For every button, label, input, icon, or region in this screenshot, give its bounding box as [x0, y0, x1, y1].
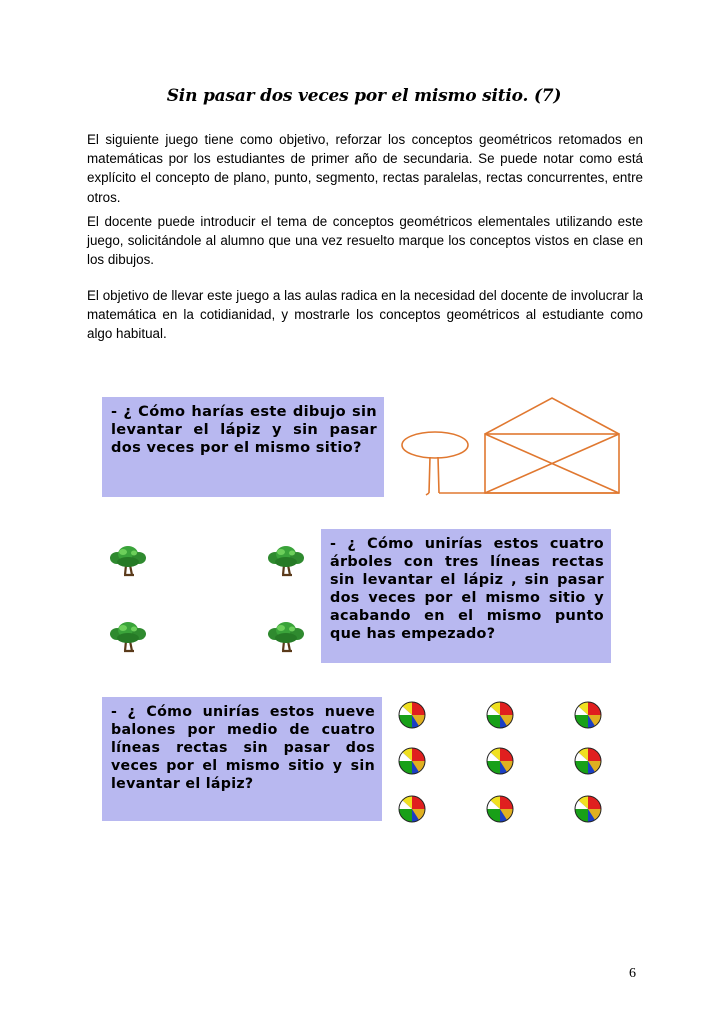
tree-icon	[266, 621, 306, 653]
tree-icon	[108, 621, 148, 653]
beach-ball-icon	[397, 746, 427, 776]
beach-ball-icon	[485, 794, 515, 824]
paragraph-3: El objetivo de llevar este juego a las aulas radica en la necesidad del docente de involucrar la matemática en la cotidianidad, y mostrarle los conceptos geométricos al estudiante como algo habitual.	[87, 288, 643, 342]
question-box-balls: - ¿ Cómo unirías estos nueve balones por medio de cuatro líneas rectas sin pasar dos veces por el mismo sitio y sin levantar el lápiz?	[102, 697, 382, 821]
paragraph-2: El docente puede introducir el tema de conceptos geométricos elementales utilizando este juego, solicitándole al alumno que una vez resuelto marque los conceptos vistos en clase en los dibujos.	[87, 214, 643, 268]
beach-ball-icon	[573, 794, 603, 824]
question-box-trees: - ¿ Cómo unirías estos cuatro árboles con tres líneas rectas sin levantar el lápiz , sin pasar dos veces por el mismo sitio y acabando en el mismo punto que has empezado?	[321, 529, 611, 663]
tree-icon	[266, 545, 306, 577]
question-box-house: - ¿ Cómo harías este dibujo sin levantar el lápiz y sin pasar dos veces por el mismo sitio?	[102, 397, 384, 497]
page-number: 6	[629, 966, 636, 981]
beach-ball-icon	[573, 746, 603, 776]
tree-icon	[108, 545, 148, 577]
beach-ball-icon	[397, 794, 427, 824]
paragraph-1: El siguiente juego tiene como objetivo, reforzar los conceptos geométricos retomados en matemáticas por los estudiantes de primer año de secundaria. Se puede notar como está explícito el concepto de plano, punto, segmento, rectas paralelas, rectas concurrentes, entre otros.	[87, 132, 643, 205]
envelope-house-figure	[398, 395, 628, 505]
beach-ball-icon	[573, 700, 603, 730]
beach-ball-icon	[485, 700, 515, 730]
beach-ball-icon	[485, 746, 515, 776]
beach-ball-icon	[397, 700, 427, 730]
page-title: Sin pasar dos veces por el mismo sitio. (7)	[166, 86, 562, 106]
